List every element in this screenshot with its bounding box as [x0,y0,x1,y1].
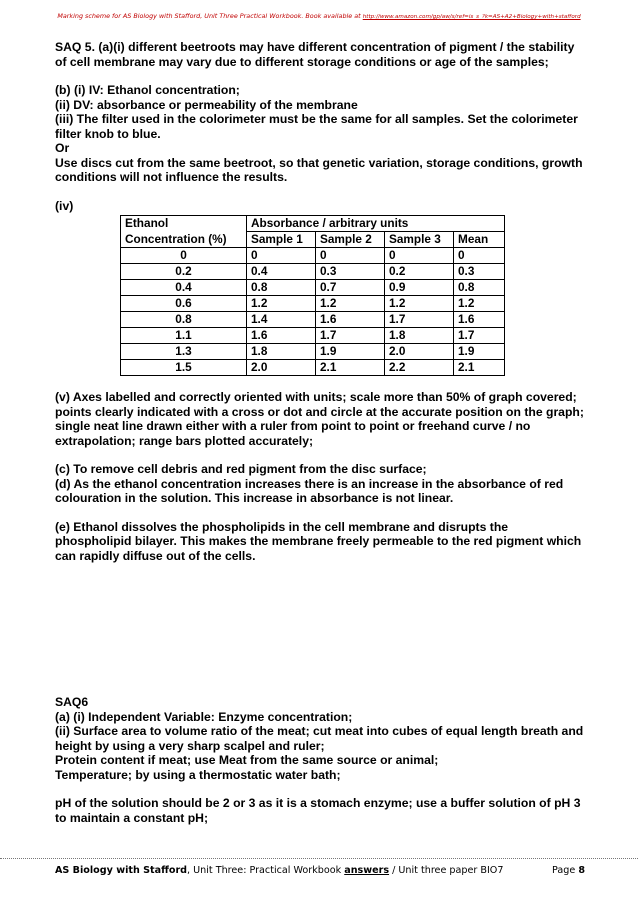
cell-sample-3: 0.9 [385,280,454,296]
cell-concentration: 1.5 [121,360,247,376]
table-row [121,296,505,312]
cell-concentration: 0.8 [121,312,247,328]
footer-left [55,865,503,876]
header-sample-2: Sample 2 [316,232,385,248]
cell-concentration: 0.4 [121,280,247,296]
saq5-iv-label: (iv) [55,198,74,213]
saq5-or: Or [55,141,70,155]
header-sample-1: Sample 1 [247,232,316,248]
saq6-a-i: (a) (i) Independent Variable: Enzyme concentration; [55,709,353,724]
header-conc-2: Concentration (%) [121,232,247,248]
cell-sample-1: 0 [247,248,316,264]
cell-concentration: 0 [121,248,247,264]
cell-sample-3: 1.8 [385,328,454,344]
footer-answers: answers [344,865,390,876]
cell-mean: 2.1 [454,360,505,376]
cell-sample-3: 2.2 [385,360,454,376]
cell-sample-3: 1.2 [385,296,454,312]
saq5-v: (v) Axes labelled and correctly oriented with units; scale more than 50% of graph covered; points clearly indicated with a cross or dot and circle at the accurate position on the graph; single neat line drawn either with a ruler from point to point or freehand curve / no extrapolation; range bars plotted accurately; [55,390,584,448]
table-row [121,280,505,296]
cell-sample-3: 0 [385,248,454,264]
header-conc-1: Ethanol [121,216,247,232]
cell-mean: 0.3 [454,264,505,280]
table-row [121,264,505,280]
header-absorbance: Absorbance / arbitrary units [247,216,505,232]
cell-sample-1: 1.8 [247,344,316,360]
header-sample-3: Sample 3 [385,232,454,248]
cell-sample-1: 1.6 [247,328,316,344]
cell-sample-1: 0.4 [247,264,316,280]
saq5-d: (d) As the ethanol concentration increases there is an increase in the absorbance of red colouration in the solution. This increase in absorbance is not linear. [55,476,564,505]
table-subheader-row [121,232,505,248]
cell-mean: 1.7 [454,328,505,344]
cell-concentration: 1.3 [121,344,247,360]
cell-concentration: 0.2 [121,264,247,280]
saq6-ph: pH of the solution should be 2 or 3 as it is a stomach enzyme; use a buffer solution of pH 3 to maintain a constant pH; [55,796,581,825]
cell-sample-2: 1.9 [316,344,385,360]
cell-mean: 0 [454,248,505,264]
cell-sample-1: 0.8 [247,280,316,296]
cell-mean: 1.2 [454,296,505,312]
header-text: Marking scheme for AS Biology with Stafford, Unit Three Practical Workbook. Book available at [57,12,363,20]
footer-page-number: 8 [578,865,585,876]
saq5-b-ii: (ii) DV: absorbance or permeability of the membrane [55,97,358,112]
cell-sample-1: 2.0 [247,360,316,376]
table-row [121,312,505,328]
footer-page [552,865,585,876]
cell-mean: 1.9 [454,344,505,360]
footer-page-label: Page [552,865,579,876]
cell-sample-2: 2.1 [316,360,385,376]
page-content [55,40,585,825]
table-row [121,328,505,344]
footer-middle: , Unit Three: Practical Workbook [187,865,345,876]
cell-sample-2: 0 [316,248,385,264]
saq5-e: (e) Ethanol dissolves the phospholipids in the cell membrane and disrupts the phospholipid bilayer. This makes the membrane freely permeable to the red pigment which can rapidly diffuse out of the cells. [55,519,582,563]
cell-sample-3: 0.2 [385,264,454,280]
saq5-c: (c) To remove cell debris and red pigment from the disc surface; [55,462,427,476]
table-header-row [121,216,505,232]
cell-sample-1: 1.4 [247,312,316,328]
header-link[interactable]: http://www.amazon.com/gp/aw/s/ref=is_s_?k=AS+A2+Biology+with+stafford [362,14,581,20]
footer-book-title: AS Biology with Stafford [55,865,188,876]
saq6-protein: Protein content if meat; use Meat from the same source or animal; [55,753,439,767]
page-header [0,12,638,20]
saq6-temperature: Temperature; by using a thermostatic water bath; [55,767,341,782]
table-row [121,360,505,376]
cell-concentration: 1.1 [121,328,247,344]
absorbance-table [120,215,505,376]
cell-sample-2: 0.7 [316,280,385,296]
saq5-b-iii-alt: Use discs cut from the same beetroot, so that genetic variation, storage conditions, growth conditions will not influence the results. [55,155,583,184]
saq5-b-iii: (iii) The filter used in the colorimeter must be the same for all samples. Set the colorimeter filter knob to blue. [55,112,578,141]
saq6-a-ii: (ii) Surface area to volume ratio of the meat; cut meat into cubes of equal length breath and height by using a very sharp scalpel and ruler; [55,724,584,753]
cell-concentration: 0.6 [121,296,247,312]
cell-sample-1: 1.2 [247,296,316,312]
header-mean: Mean [454,232,505,248]
saq5-a: SAQ 5. (a)(i) different beetroots may have different concentration of pigment / the stability of cell membrane may vary due to different storage conditions or age of the samples; [55,40,575,69]
cell-mean: 1.6 [454,312,505,328]
table-row [121,344,505,360]
footer-tail: / Unit three paper BIO7 [389,865,504,876]
cell-sample-2: 1.2 [316,296,385,312]
cell-sample-2: 0.3 [316,264,385,280]
saq5-b-i: (b) (i) IV: Ethanol concentration; [55,83,240,97]
cell-sample-2: 1.7 [316,328,385,344]
cell-sample-2: 1.6 [316,312,385,328]
cell-sample-3: 2.0 [385,344,454,360]
cell-mean: 0.8 [454,280,505,296]
cell-sample-3: 1.7 [385,312,454,328]
saq6-title: SAQ6 [55,695,89,709]
footer-divider [0,858,638,859]
table-row [121,248,505,264]
